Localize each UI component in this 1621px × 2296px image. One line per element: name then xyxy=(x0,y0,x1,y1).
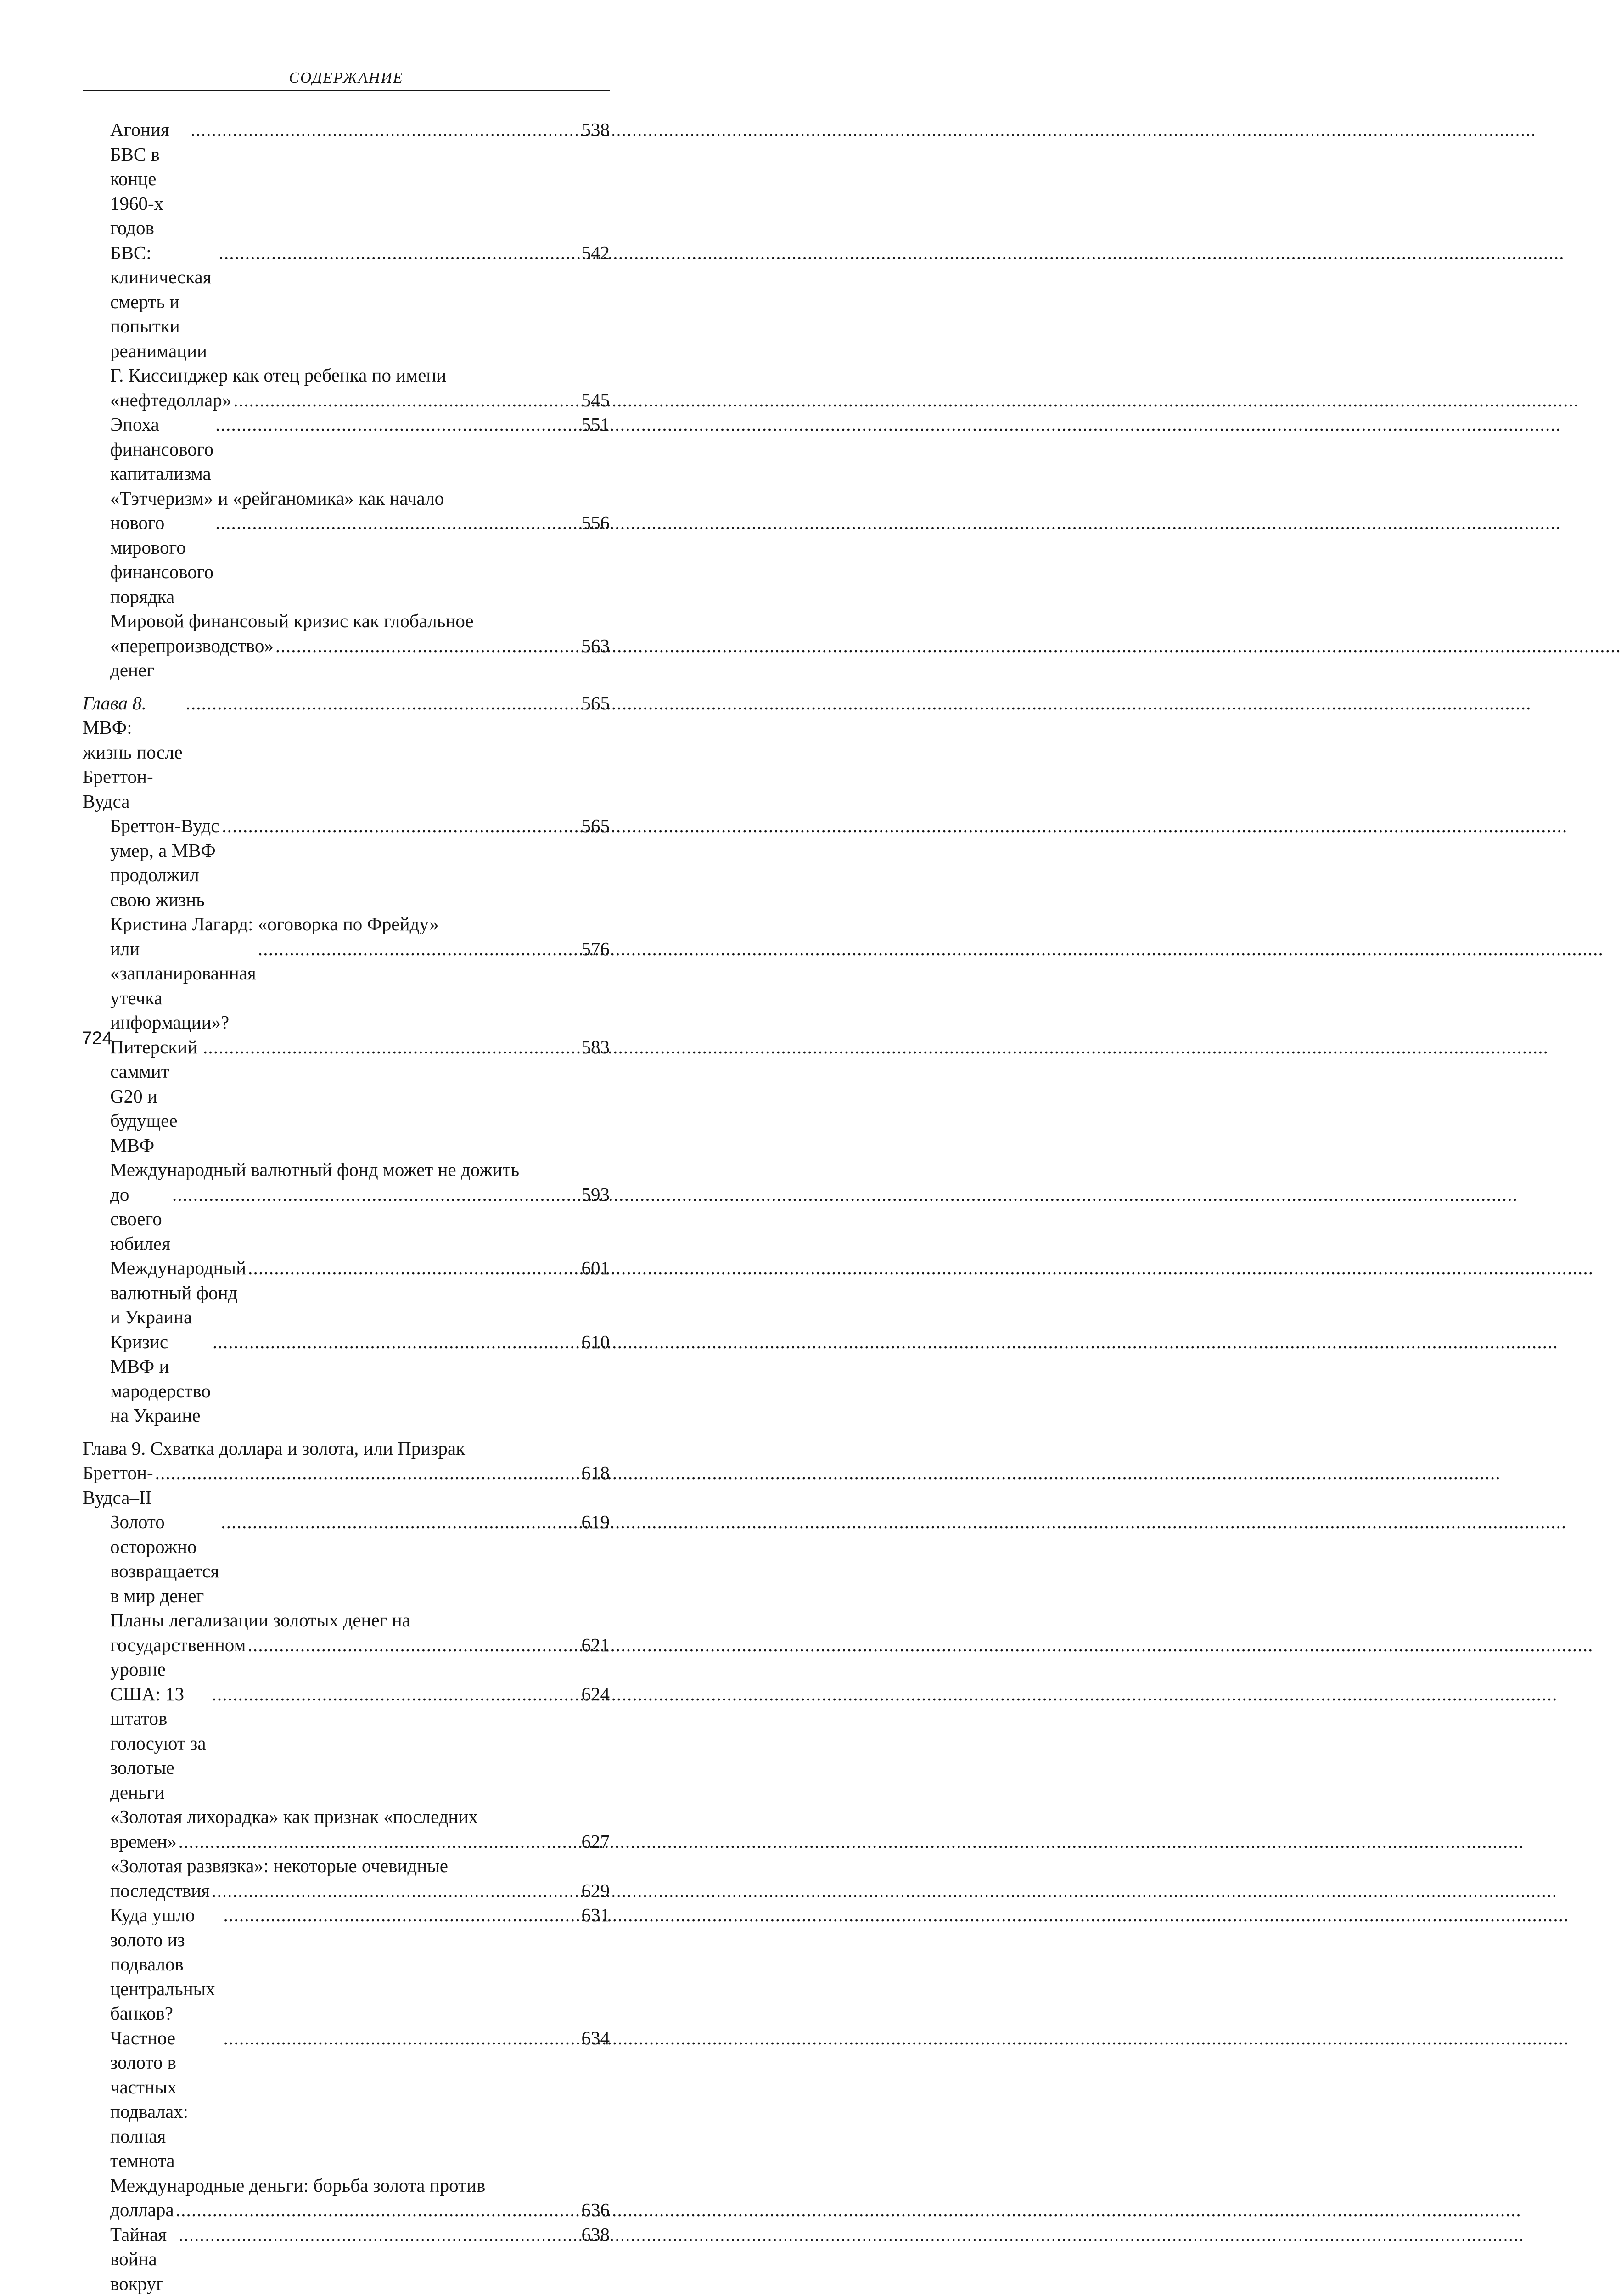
toc-entry-page: 638 xyxy=(582,2223,610,2247)
toc-entry[interactable] xyxy=(110,2198,610,2223)
toc-entry[interactable] xyxy=(110,634,610,683)
dot-leader xyxy=(203,1035,581,1060)
chapter-title-text: МВФ: жизнь после Бреттон-Вудса xyxy=(83,717,183,812)
toc-entry-title: или «запланированная утечка информации»? xyxy=(110,937,256,1035)
dot-leader xyxy=(155,1461,581,1486)
toc-entry-page: 627 xyxy=(582,1829,610,1854)
toc-entry[interactable] xyxy=(110,1633,610,1682)
toc-entry-title-line: Мировой финансовый кризис как глобальное xyxy=(110,609,610,634)
dot-leader xyxy=(185,691,580,716)
toc-entry-page: 636 xyxy=(582,2198,610,2223)
dot-leader xyxy=(172,1182,581,1207)
toc-entry-page: 583 xyxy=(582,1035,610,1060)
toc-entry-page: 634 xyxy=(582,2026,610,2051)
toc-entry-title-line: «Золотая развязка»: некоторые очевидные xyxy=(110,1854,610,1879)
dot-leader xyxy=(213,1330,581,1355)
dot-leader xyxy=(221,1510,580,1535)
dot-leader xyxy=(275,634,581,658)
header-rule xyxy=(83,90,610,91)
toc-entry-title: нового мирового финансового порядка xyxy=(110,511,213,609)
toc-entry-title-line: «Золотая лихорадка» как признак «последних xyxy=(110,1805,610,1829)
page-number: 724 xyxy=(82,1028,112,1049)
dot-leader xyxy=(212,1879,581,1903)
toc-entry-title-line: Г. Киссинджер как отец ребенка по имени xyxy=(110,363,610,388)
toc-entry[interactable] xyxy=(110,388,610,413)
toc-entry-page: 563 xyxy=(582,634,610,658)
toc-entry-page: 538 xyxy=(582,118,610,142)
toc-entry-page: 629 xyxy=(582,1879,610,1903)
dot-leader xyxy=(215,511,580,535)
dot-leader xyxy=(248,1256,580,1281)
toc-entry-page: 551 xyxy=(582,412,610,437)
toc-entry[interactable] xyxy=(110,1330,610,1428)
dot-leader xyxy=(223,1903,580,1928)
toc-entry-title: Эпоха финансового капитализма xyxy=(110,412,213,486)
toc-entry-page: 618 xyxy=(582,1461,610,1486)
toc-entry[interactable] xyxy=(110,511,610,609)
toc-entry-page: 631 xyxy=(582,1903,610,1928)
dot-leader xyxy=(179,1829,581,1854)
toc-entry-page: 556 xyxy=(582,511,610,535)
dot-leader xyxy=(176,2198,581,2223)
table-of-contents xyxy=(83,118,610,2296)
toc-entry[interactable] xyxy=(110,814,610,912)
toc-entry[interactable] xyxy=(110,937,610,1035)
chapter-number: Глава 8. xyxy=(83,692,146,714)
toc-entry-page: 545 xyxy=(582,388,610,413)
toc-entry-title: «перепроизводство» денег xyxy=(110,634,274,683)
toc-entry-title: Бреттон-Вудс умер, а МВФ продолжил свою жизнь xyxy=(110,814,220,912)
toc-entry-page: 610 xyxy=(582,1330,610,1355)
toc-chapter-title-line xyxy=(83,1436,610,1461)
toc-entry-page: 542 xyxy=(582,241,610,265)
toc-entry-title: БВС: клиническая смерть и попытки реанимации xyxy=(110,241,217,364)
toc-entry[interactable] xyxy=(110,1682,610,1805)
toc-entry-page: 565 xyxy=(582,814,610,838)
toc-entry-page: 621 xyxy=(582,1633,610,1658)
dot-leader xyxy=(222,814,580,838)
toc-entry-title-line: «Тэтчеризм» и «рейганомика» как начало xyxy=(110,486,610,511)
dot-leader xyxy=(179,2223,581,2247)
dot-leader xyxy=(224,2026,581,2051)
running-title: СОДЕРЖАНИЕ xyxy=(83,69,610,87)
chapter-number: Глава 9. xyxy=(83,1438,146,1459)
toc-entry[interactable] xyxy=(110,241,610,364)
dot-leader xyxy=(258,937,581,962)
toc-entry-title: государственном уровне xyxy=(110,1633,246,1682)
dot-leader xyxy=(212,1682,580,1707)
toc-entry-page: 565 xyxy=(582,691,610,716)
toc-entry-page: 619 xyxy=(582,1510,610,1535)
toc-entry[interactable] xyxy=(110,1035,610,1158)
toc-entry-title-line: Международный валютный фонд может не дожить xyxy=(110,1158,610,1182)
toc-entry-title-line: Кристина Лагард: «оговорка по Фрейду» xyxy=(110,912,610,937)
chapter-title-text: Схватка доллара и золота, или Призрак xyxy=(151,1438,465,1459)
dot-leader xyxy=(191,118,581,142)
toc-entry-title: последствия xyxy=(110,1879,210,1903)
dot-leader xyxy=(233,388,580,413)
dot-leader xyxy=(215,412,580,437)
toc-entry-title: «нефтедоллар» xyxy=(110,388,231,413)
toc-chapter-entry[interactable] xyxy=(83,1461,610,1510)
dot-leader xyxy=(247,1633,580,1658)
toc-chapter-entry[interactable] xyxy=(83,691,610,814)
toc-entry-title: Кризис МВФ и мародерство на Украине xyxy=(110,1330,211,1428)
toc-entry-title: Питерский саммит G20 и будущее МВФ xyxy=(110,1035,201,1158)
toc-chapter-title xyxy=(83,691,184,814)
toc-entry[interactable] xyxy=(110,1256,610,1330)
toc-entry-page: 593 xyxy=(582,1182,610,1207)
toc-entry-title: Золото осторожно возвращается в мир денег xyxy=(110,1510,219,1608)
toc-entry-title: до своего юбилея xyxy=(110,1182,170,1256)
toc-entry-title: доллара xyxy=(110,2198,174,2223)
toc-entry-title-line: Международные деньги: борьба золота против xyxy=(110,2173,610,2198)
toc-chapter-title: Бреттон-Вудса–II xyxy=(83,1461,153,1510)
toc-entry-title: Куда ушло золото из подвалов центральных банков? xyxy=(110,1903,221,2026)
toc-entry-title-line: Планы легализации золотых денег на xyxy=(110,1608,610,1633)
toc-entry-page: 601 xyxy=(582,1256,610,1281)
toc-entry[interactable] xyxy=(110,1903,610,2026)
toc-entry-title: Тайная война вокруг xyxy=(110,2223,177,2296)
toc-entry-title: Агония БВС в конце 1960-х годов xyxy=(110,118,189,241)
toc-entry-page: 624 xyxy=(582,1682,610,1707)
toc-entry[interactable] xyxy=(110,118,610,241)
toc-entry[interactable] xyxy=(110,1879,610,1903)
toc-entry-page: 576 xyxy=(582,937,610,962)
toc-entry-title: Международный валютный фонд и Украина xyxy=(110,1256,246,1330)
toc-entry[interactable] xyxy=(110,2223,610,2296)
toc-entry[interactable] xyxy=(110,1829,610,1854)
toc-entry-title: США: 13 штатов голосуют за золотые деньги xyxy=(110,1682,210,1805)
toc-entry-title: времен» xyxy=(110,1829,177,1854)
toc-entry[interactable] xyxy=(110,412,610,486)
toc-entry-title: Частное золото в частных подвалах: полная темнота xyxy=(110,2026,222,2173)
toc-entry[interactable] xyxy=(110,1510,610,1608)
toc-entry[interactable] xyxy=(110,1182,610,1256)
dot-leader xyxy=(219,241,581,265)
toc-entry[interactable] xyxy=(110,2026,610,2173)
